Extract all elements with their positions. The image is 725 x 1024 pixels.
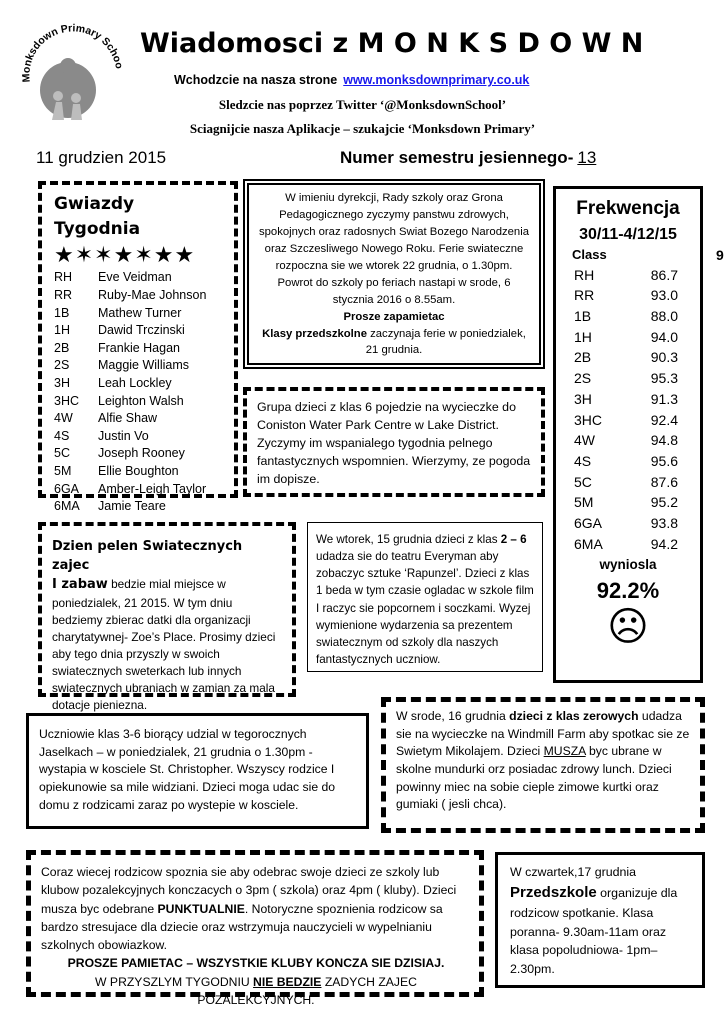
attendance-class: 5C xyxy=(574,473,592,490)
attendance-box xyxy=(553,186,703,683)
nativity-box xyxy=(26,713,369,829)
attendance-class: RH xyxy=(574,266,595,283)
preschool-bold: Przedszkole xyxy=(510,883,597,901)
star-class: 1B xyxy=(54,305,70,320)
theatre-text-before: We wtorek, 15 grudnia dzieci z klas xyxy=(316,533,501,546)
xmas-day-text xyxy=(52,538,284,714)
theatre-text-after: udadza sie do teatru Everyman aby zobaczyc sztuke ‘Rapunzel’. Dzieci z klas 1 beda w tym czasie ogladac w szkole film I raczyc sie popcornem i soczkami. Wyzej wymienione wydarzenia sa prezentem swiatecznym od szkoly dla naszych fantastycznych uczniow. xyxy=(316,550,534,667)
pickup-next-week-after: ZADYCH ZAJEC POZALEKCYJNYCH. xyxy=(197,974,417,1008)
website-link[interactable]: www.monksdownprimary.co.uk xyxy=(343,73,530,87)
pickup-punctual: PUNKTUALNIE xyxy=(157,901,245,916)
star-class: RH xyxy=(54,270,73,285)
attendance-title: Frekwencja xyxy=(576,198,680,219)
nativity-text: Uczniowie klas 3-6 biorący udzial w tegorocznych Jaselkach – w poniedzialek, 21 grudnia o 1.30pm - wystapia w kosciele St. Christopher. Wszyscy rodzice I opiekunowie sa mile widziani. Dzieci moga udac sie do domu z rodzicami zaraz po wystepie w kosciele. xyxy=(39,727,336,812)
attendance-class: 2S xyxy=(574,370,592,387)
trip-text: Grupa dzieci z klas 6 pojedzie na wycieczke do Coniston Water Park Centre w Lake District. Zyczymy im wspanialego tygodnia pelnego fantastycznych wspomnien. Wierzymy, ze pogoda im dopisze. xyxy=(257,400,531,486)
farm-classes: dzieci z klas zerowych xyxy=(509,709,639,723)
star-class: RR xyxy=(54,288,73,303)
attendance-value: 90.3 xyxy=(650,349,678,366)
attendance-class: 6GA xyxy=(574,515,603,532)
holiday-reminder: Prosze zapamietac xyxy=(343,310,445,323)
star-name: Ellie Boughton xyxy=(98,464,179,478)
star-class: 3HC xyxy=(54,393,80,408)
pickup-text-before: Coraz wiecej rodzicow spoznia sie aby odebrac swoje dzieci ze szkoly lub klubow pozalekcyjnych konczacych o 3pm ( szkola) oraz 4pm ( kluby). Dzieci musza byc odebrane xyxy=(41,865,457,916)
attendance-value: 94.0 xyxy=(650,328,678,345)
attendance-class: 2B xyxy=(574,349,592,366)
pickup-text xyxy=(41,863,471,954)
farm-text xyxy=(396,708,692,814)
attendance-value: 87.6 xyxy=(650,473,678,490)
xmas-day-heading-2: I zabaw xyxy=(52,576,108,592)
star-class: 2B xyxy=(54,340,70,355)
star-name: Jamie Teare xyxy=(98,499,166,514)
attendance-class: 3HC xyxy=(574,411,603,428)
star-name: Amber-Leigh Taylor xyxy=(98,481,207,496)
stars-list xyxy=(54,269,224,515)
attendance-value: 93.8 xyxy=(650,515,678,532)
star-name: Ruby-Mae Johnson xyxy=(98,288,207,303)
attendance-class: 4W xyxy=(574,432,595,449)
attendance-range: 30/11-4/12/15 xyxy=(579,225,677,243)
holiday-preschool-rest: zaczynaja ferie w poniedzialek, 21 grudnia. xyxy=(365,327,526,357)
star-class: 5C xyxy=(54,446,70,461)
pickup-reminder: PROSZE PAMIETAC – WSZYSTKIE KLUBY KONCZA SIE DZISIAJ. xyxy=(67,956,445,971)
app-line: Sciagnijcie nasza Aplikacje – szukajcie ‘Monksdown Primary’ xyxy=(189,121,536,136)
attendance-value: 95.6 xyxy=(650,452,678,469)
pickup-next-week xyxy=(41,973,471,1010)
star-name: Leah Lockley xyxy=(98,376,172,391)
pickup-no-clubs: NIE BEDZIE xyxy=(253,974,322,989)
attendance-value: 94.2 xyxy=(650,535,678,552)
term-label: Numer semestru jesiennego- xyxy=(340,148,574,167)
pickup-box xyxy=(26,850,484,1008)
attendance-list xyxy=(574,265,698,555)
pickup-next-week-before: W PRZYSZLYM TYGODNIU xyxy=(95,974,254,989)
attendance-value: 95.2 xyxy=(650,494,678,511)
stars-title: Gwiazdy Tygodnia xyxy=(54,194,141,239)
star-name: Maggie Williams xyxy=(98,358,189,373)
attendance-class-label: Class xyxy=(572,246,607,262)
logo-text: Monksdown Primary Schoo xyxy=(20,22,124,83)
preschool-meeting-box xyxy=(495,852,705,988)
attendance-edge-char: 9 xyxy=(716,247,724,263)
attendance-class: 1H xyxy=(574,328,592,345)
attendance-class: 3H xyxy=(574,390,592,407)
farm-text-mid: udadza sie na wycieczke na Windmill Farm aby spotkac sie ze Swietym Mikolajem. Dzieci xyxy=(396,709,690,759)
attendance-class: 5M xyxy=(574,494,594,511)
attendance-value: 88.0 xyxy=(650,307,678,324)
star-name: Dawid Trczinski xyxy=(98,323,185,338)
holiday-message-box xyxy=(243,179,545,369)
star-class: 4S xyxy=(54,428,70,443)
star-name: Frankie Hagan xyxy=(98,340,180,355)
xmas-day-box xyxy=(38,522,296,713)
twitter-line: Sledzcie nas poprzez Twitter ‘@MonksdownSchool’ xyxy=(218,97,507,112)
holiday-preschool xyxy=(257,326,531,360)
star-class: 3H xyxy=(54,376,70,391)
newsletter-title: Wiadomosci z M O N K S D O W N xyxy=(140,28,644,59)
attendance-total-label: wyniosla xyxy=(599,557,657,573)
preschool-line1: W czwartek,17 grudnia xyxy=(510,865,637,879)
sad-face-icon: ☹ xyxy=(607,604,649,649)
website-line xyxy=(174,73,529,87)
star-class: 4W xyxy=(54,411,73,426)
holiday-preschool-bold: Klasy przedszkolne xyxy=(262,327,367,340)
attendance-class: 4S xyxy=(574,452,592,469)
star-class: 2S xyxy=(54,358,70,373)
attendance-value: 86.7 xyxy=(650,266,678,283)
attendance-value: 95.3 xyxy=(650,370,678,387)
term-number: 13 xyxy=(577,148,597,167)
star-class: 6MA xyxy=(54,499,80,514)
preschool-text xyxy=(510,882,694,979)
farm-must: MUSZA xyxy=(543,744,586,759)
term-number-line xyxy=(340,148,596,168)
theatre-box xyxy=(307,522,543,672)
star-name: Eve Veidman xyxy=(98,270,172,285)
xmas-day-body: bedzie mial miejsce w poniedzialek, 21 2015. W tym dniu bedziemy zbierac datki dla organizacji charytatywnej- Zoe’s Place. Prosimy dzieci aby tego dnia przyszly w swoich swiatecznych sweterkach lub innych swiatecznych ubraniach w zamian za mala dotacje pieniezna. xyxy=(52,576,276,713)
farm-trip-box xyxy=(381,697,705,833)
star-class: 1H xyxy=(54,323,70,338)
attendance-total: 92.2% xyxy=(596,577,660,603)
star-name: Alfie Shaw xyxy=(98,411,158,426)
attendance-value: 92.4 xyxy=(650,411,678,428)
pickup-text-after: . Notoryczne spoznienia rodzicow sa bardzo stresujace dla dziecie oraz wstrzymuja nauczycieli w wypelnianiu szkolnych obowiazkow. xyxy=(41,901,443,953)
farm-text-before: W srode, 16 grudnia xyxy=(396,709,510,723)
website-label: Wchodzcie na nasza strone xyxy=(174,73,338,87)
attendance-value: 91.3 xyxy=(650,390,678,407)
farm-text-after: byc ubrane w skolne mundurki orz posiadac zdrowy lunch. Dzieci powinny miec na sobie cieple zimowe kurtki oraz gumiaki ( jesli chca). xyxy=(396,744,672,812)
attendance-class: 6MA xyxy=(574,535,603,552)
star-class: 5M xyxy=(54,464,72,478)
trip-box xyxy=(243,387,545,497)
star-name: Justin Vo xyxy=(98,428,149,443)
attendance-value: 93.0 xyxy=(650,287,678,304)
theatre-text xyxy=(316,531,536,668)
attendance-class: 1B xyxy=(574,307,592,324)
stars-glyphs: ★✶✶★✶★★ xyxy=(54,242,196,268)
star-name: Joseph Rooney xyxy=(98,446,185,461)
xmas-day-heading-1: Dzien pelen Swiatecznych zajec xyxy=(52,539,243,573)
attendance-class: RR xyxy=(574,287,595,304)
theatre-classes: 2 – 6 xyxy=(500,533,527,546)
stars-of-week-box xyxy=(38,181,238,514)
preschool-text-after: organizuje dla rodzicow spotkanie. Klasa poranna- 9.30am-11am oraz klasa popoludniowa- 1pm–2.30pm. xyxy=(510,885,678,976)
star-class: 6GA xyxy=(54,481,80,496)
star-name: Leighton Walsh xyxy=(98,393,184,408)
holiday-text: W imieniu dyrekcji, Rady szkoly oraz Grona Pedagogicznego zyczymy panstwu zdrowych, spokojnych oraz radosnych Swiat Bozego Narodzenia oraz Szczesliwego Nowego Roku. Ferie swiateczne rozpoczna sie we wtorek 22 grudnia, o 1.30pm. Powrot do szkoly po feriach nastapi w srode, 6 stycznia 2016 o 8.55am. xyxy=(258,192,530,306)
star-name: Mathew Turner xyxy=(98,305,182,320)
attendance-value: 94.8 xyxy=(650,432,678,449)
issue-date: 11 grudzien 2015 xyxy=(36,148,167,167)
